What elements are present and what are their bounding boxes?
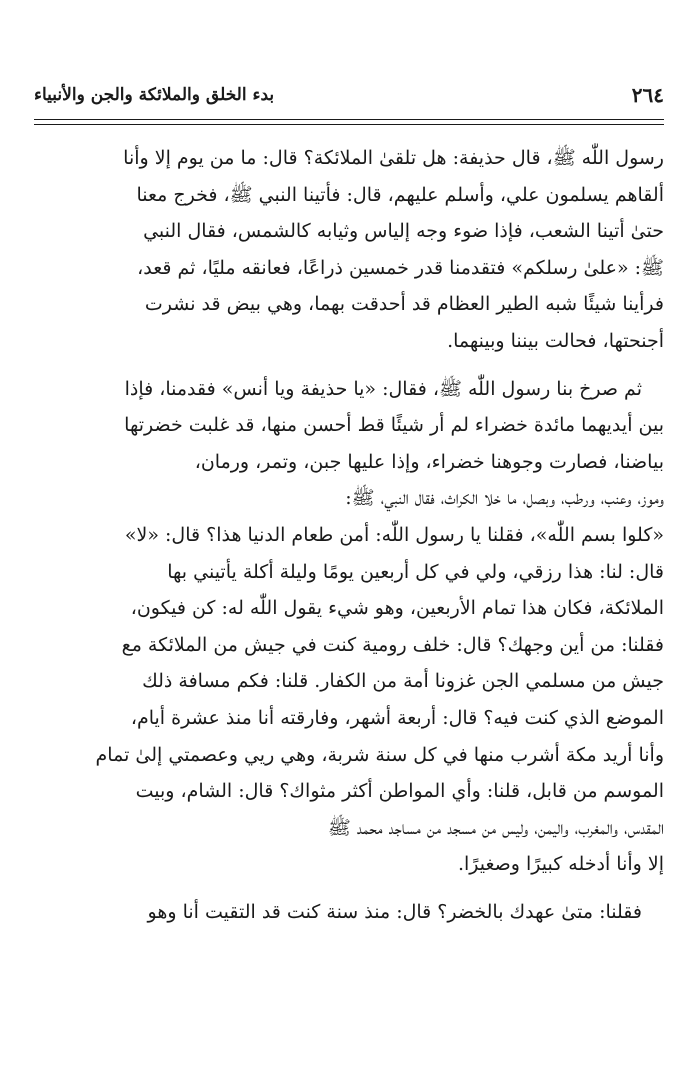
text-line: أجنحتها، فحالت بيننا وبينهما. — [447, 329, 664, 352]
page-number: ٢٦٤ — [631, 83, 664, 107]
text-line: بياضنا، فصارت وجوهنا خضراء، وإذا عليها جبن، وتمر، ورمان، — [194, 450, 664, 473]
text-line: ألقاهم يسلمون علي، وأسلم عليهم، قال: فأتينا النبي ﷺ، فخرج معنا — [136, 183, 664, 206]
text-line: فرأينا شيئًا شبه الطير العظام قد أحدقت بهما، وهي بيض قد نشرت — [144, 293, 664, 316]
text-line: وموز، وعنب، ورطب، وبصل، ما خلا الكراث، فقال النبي، ﷺ: — [345, 487, 664, 510]
body-text — [34, 140, 664, 941]
text-line: جيش من مسلمي الجن غزونا أمة من الكفار. قلنا: فكم مسافة ذلك — [142, 670, 664, 693]
header-rule-thin — [34, 124, 664, 125]
text-line: الموسم من قابل، قلنا: وأي المواطن أكثر مثواك؟ قال: الشام، وبيت — [135, 780, 664, 803]
paragraph-1 — [34, 140, 664, 360]
running-title: بدء الخلق والملائكة والجن والأنبياء — [34, 85, 275, 105]
header-rule — [34, 119, 664, 120]
text-line: «كلوا بسم اللّٰه»، فقلنا يا رسول اللّٰه: أمن طعام الدنيا هذا؟ قال: «لا» — [124, 523, 664, 546]
text-line: ﷺ: «علىٰ رسلكم» فتقدمنا قدر خمسين ذراعًا، فعانقه مليًا، ثم قعد، — [137, 256, 664, 279]
page-header — [34, 82, 664, 108]
text-line: بين أيديهما مائدة خضراء لم أر شيئًا قط أحسن منها، قد غلبت خضرتها — [124, 414, 664, 437]
text-line: الموضع الذي كنت فيه؟ قال: أربعة أشهر، وفارقته أنا منذ عشرة أيام، — [130, 706, 664, 729]
text-line: ثم صرخ بنا رسول اللّٰه ﷺ، فقال: «يا حذيفة ويا أنس» فقدمنا، فإذا — [124, 377, 642, 400]
text-line: قال: لنا: هذا رزقي، ولي في كل أربعين يومًا وليلة أكلة يأتيني بها — [167, 560, 664, 583]
text-line: رسول اللّٰه ﷺ، قال حذيفة: هل تلقىٰ الملائكة؟ قال: ما من يوم إلا وأنا — [123, 147, 664, 169]
text-line: فقلنا: متىٰ عهدك بالخضر؟ قال: منذ سنة كنت قد التقيت أنا وهو — [147, 900, 642, 923]
paragraph-3 — [34, 894, 664, 931]
text-line: إلا وأنا أدخله كبيرًا وصغيرًا. — [457, 853, 664, 876]
text-line: فقلنا: من أين وجهك؟ قال: خلف رومية كنت في جيش من الملائكة مع — [121, 633, 664, 656]
text-line: وأنا أريد مكة أشرب منها في كل سنة شربة، وهي ريي وعصمتي إلىٰ تمام — [95, 743, 664, 766]
text-line: حتىٰ أتينا الشعب، فإذا ضوء وجه إلياس وثيابه كالشمس، فقال النبي — [143, 220, 664, 243]
text-line: المقدس، والمغرب، واليمن، وليس من مسجد من مساجد محمد ﷺ — [327, 816, 664, 839]
paragraph-2 — [34, 371, 664, 883]
text-line: الملائكة، فكان هذا تمام الأربعين، وهو شيء يقول اللّٰه له: كن فيكون، — [130, 597, 664, 620]
